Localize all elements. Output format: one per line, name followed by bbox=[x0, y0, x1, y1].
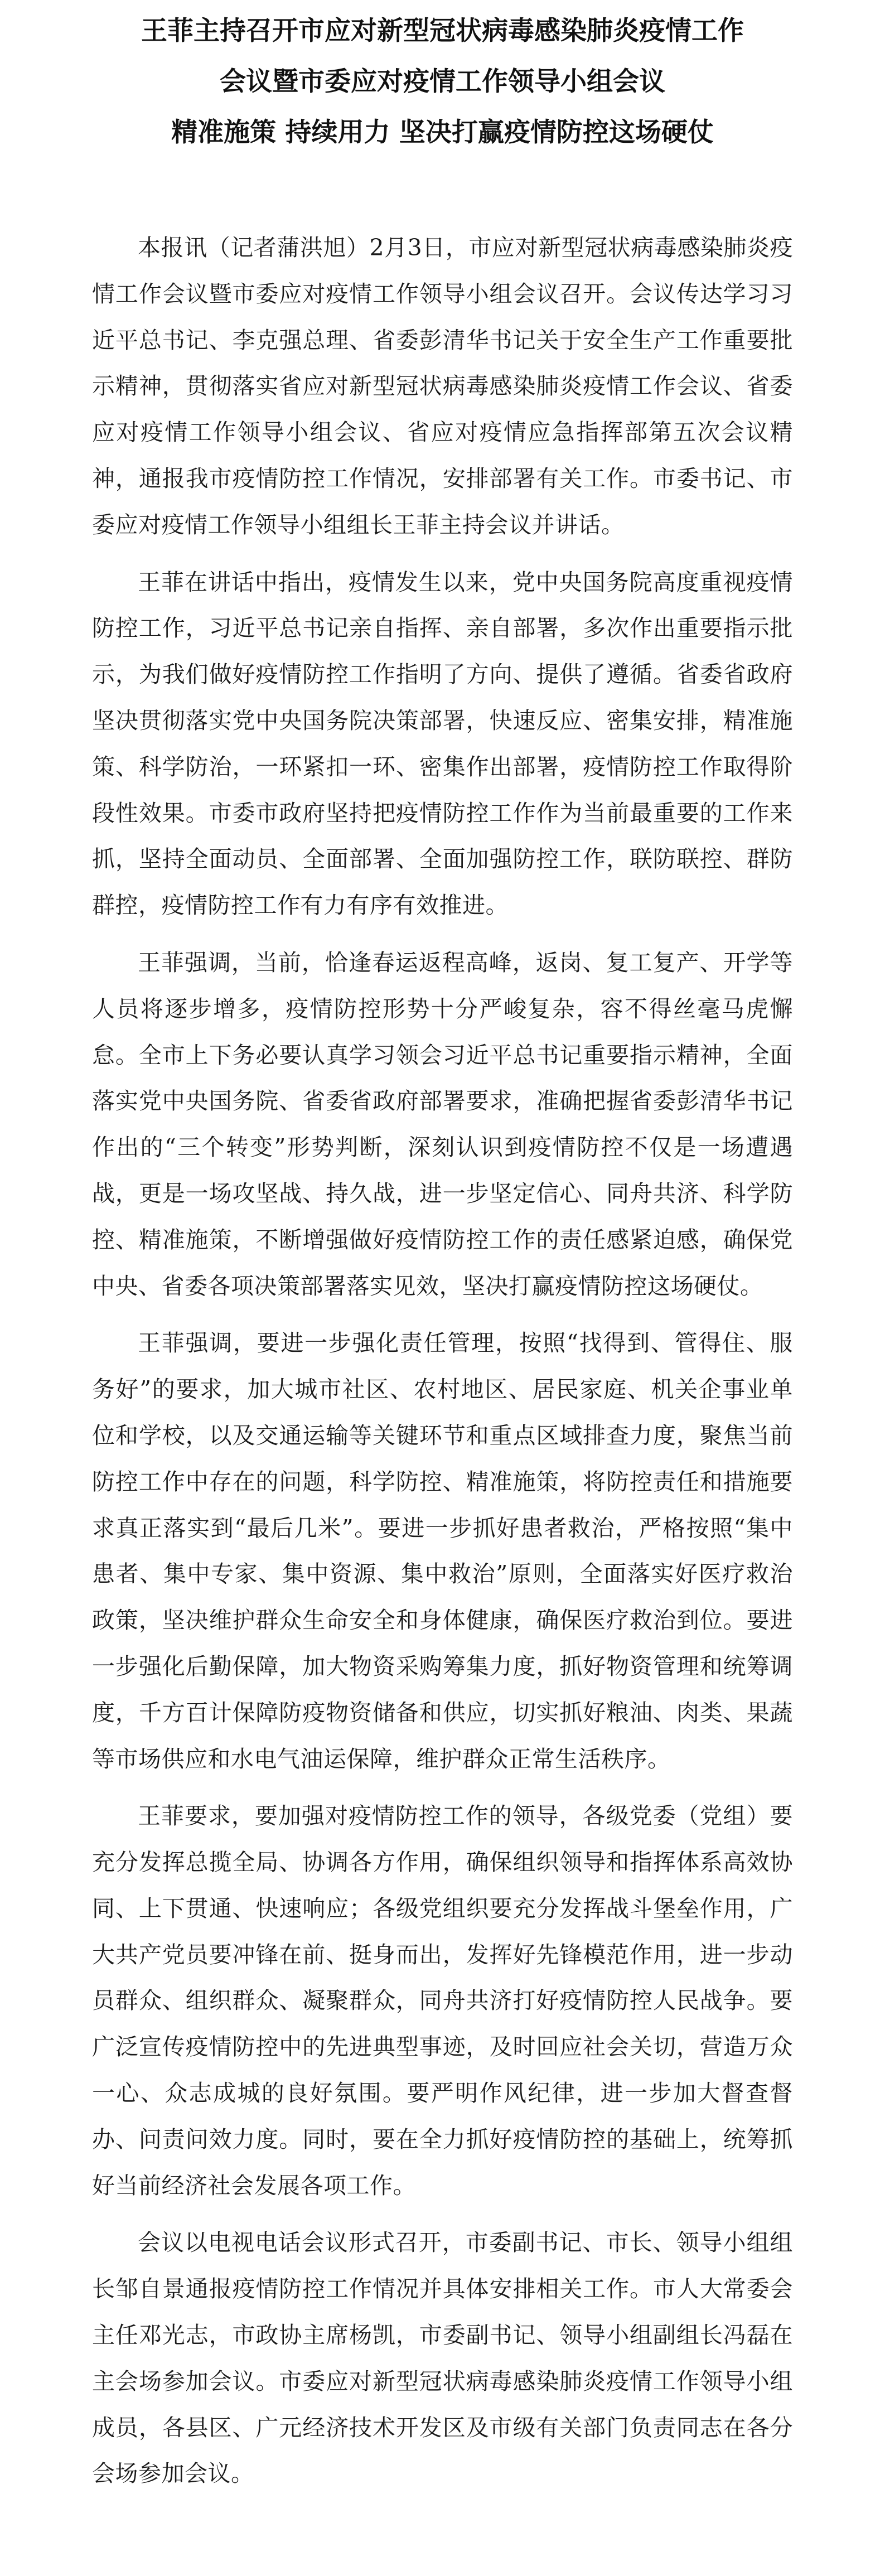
headline-line-1: 王菲主持召开市应对新型冠状病毒感染肺炎疫情工作 bbox=[141, 16, 744, 46]
paragraph-1: 本报讯（记者蒲洪旭）2月3日，市应对新型冠状病毒感染肺炎疫情工作会议暨市委应对疫情工作领导小组会议召开。会议传达学习习近平总书记、李克强总理、省委彭清华书记关于安全生产工作重要批示精神，贯彻落实省应对新型冠状病毒感染肺炎疫情工作会议、省委应对疫情工作领导小组会议、省应对疫情应急指挥部第五次会议精神，通报我市疫情防控工作情况，安排部署有关工作。市委书记、市委应对疫情工作领导小组组长王菲主持会议并讲话。 bbox=[92, 234, 793, 538]
paragraph-2: 王菲在讲话中指出，疫情发生以来，党中央国务院高度重视疫情防控工作，习近平总书记亲自指挥、亲自部署，多次作出重要指示批示，为我们做好疫情防控工作指明了方向、提供了遵循。省委省政府坚决贯彻落实党中央国务院决策部署，快速反应、密集安排，精准施策、科学防治，一环紧扣一环、密集作出部署，疫情防控工作取得阶段性效果。市委市政府坚持把疫情防控工作作为当前最重要的工作来抓，坚持全面动员、全面部署、全面加强防控工作，联防联控、群防群控，疫情防控工作有力有序有效推进。 bbox=[92, 568, 793, 919]
paragraph-6: 会议以电视电话会议形式召开，市委副书记、市长、领导小组组长邹自景通报疫情防控工作情况并具体安排相关工作。市人大常委会主任邓光志，市政协主席杨凯，市委副书记、领导小组副组长冯磊在主会场参加会议。市委应对新型冠状病毒感染肺炎疫情工作领导小组成员，各县区、广元经济技术开发区及市级有关部门负责同志在各分会场参加会议。 bbox=[92, 2229, 793, 2487]
article-body bbox=[92, 225, 793, 2497]
headline-line-2: 会议暨市委应对疫情工作领导小组会议 bbox=[220, 66, 665, 97]
headline-block bbox=[92, 0, 793, 158]
paragraph-5: 王菲要求，要加强对疫情防控工作的领导，各级党委（党组）要充分发挥总揽全局、协调各方作用，确保组织领导和指挥体系高效协同、上下贯通、快速响应；各级党组织要充分发挥战斗堡垒作用，广大共产党员要冲锋在前、挺身而出，发挥好先锋模范作用，进一步动员群众、组织群众、凝聚群众，同舟共济打好疫情防控人民战争。要广泛宣传疫情防控中的先进典型事迹，及时回应社会关切，营造万众一心、众志成城的良好氛围。要严明作风纪律，进一步加大督查督办、问责问效力度。同时，要在全力抓好疫情防控的基础上，统筹抓好当前经济社会发展各项工作。 bbox=[92, 1802, 793, 2199]
paragraph-3: 王菲强调，当前，恰逢春运返程高峰，返岗、复工复产、开学等人员将逐步增多，疫情防控形势十分严峻复杂，容不得丝毫马虎懈怠。全市上下务必要认真学习领会习近平总书记重要指示精神，全面落实党中央国务院、省委省政府部署要求，准确把握省委彭清华书记作出的“三个转变”形势判断，深刻认识到疫情防控不仅是一场遭遇战，更是一场攻坚战、持久战，进一步坚定信心、同舟共济、科学防控、精准施策，不断增强做好疫情防控工作的责任感紧迫感，确保党中央、省委各项决策部署落实见效，坚决打赢疫情防控这场硬仗。 bbox=[92, 949, 793, 1299]
headline-line-3: 精准施策 持续用力 坚决打赢疫情防控这场硬仗 bbox=[171, 117, 714, 148]
paragraph-4: 王菲强调，要进一步强化责任管理，按照“找得到、管得住、服务好”的要求，加大城市社区、农村地区、居民家庭、机关企事业单位和学校，以及交通运输等关键环节和重点区域排查力度，聚焦当前防控工作中存在的问题，科学防控、精准施策，将防控责任和措施要求真正落实到“最后几米”。要进一步抓好患者救治，严格按照“集中患者、集中专家、集中资源、集中救治”原则，全面落实好医疗救治政策，坚决维护群众生命安全和身体健康，确保医疗救治到位。要进一步强化后勤保障，加大物资采购筹集力度，抓好物资管理和统筹调度，千方百计保障防疫物资储备和供应，切实抓好粮油、肉类、果蔬等市场供应和水电气油运保障，维护群众正常生活秩序。 bbox=[92, 1330, 793, 1772]
